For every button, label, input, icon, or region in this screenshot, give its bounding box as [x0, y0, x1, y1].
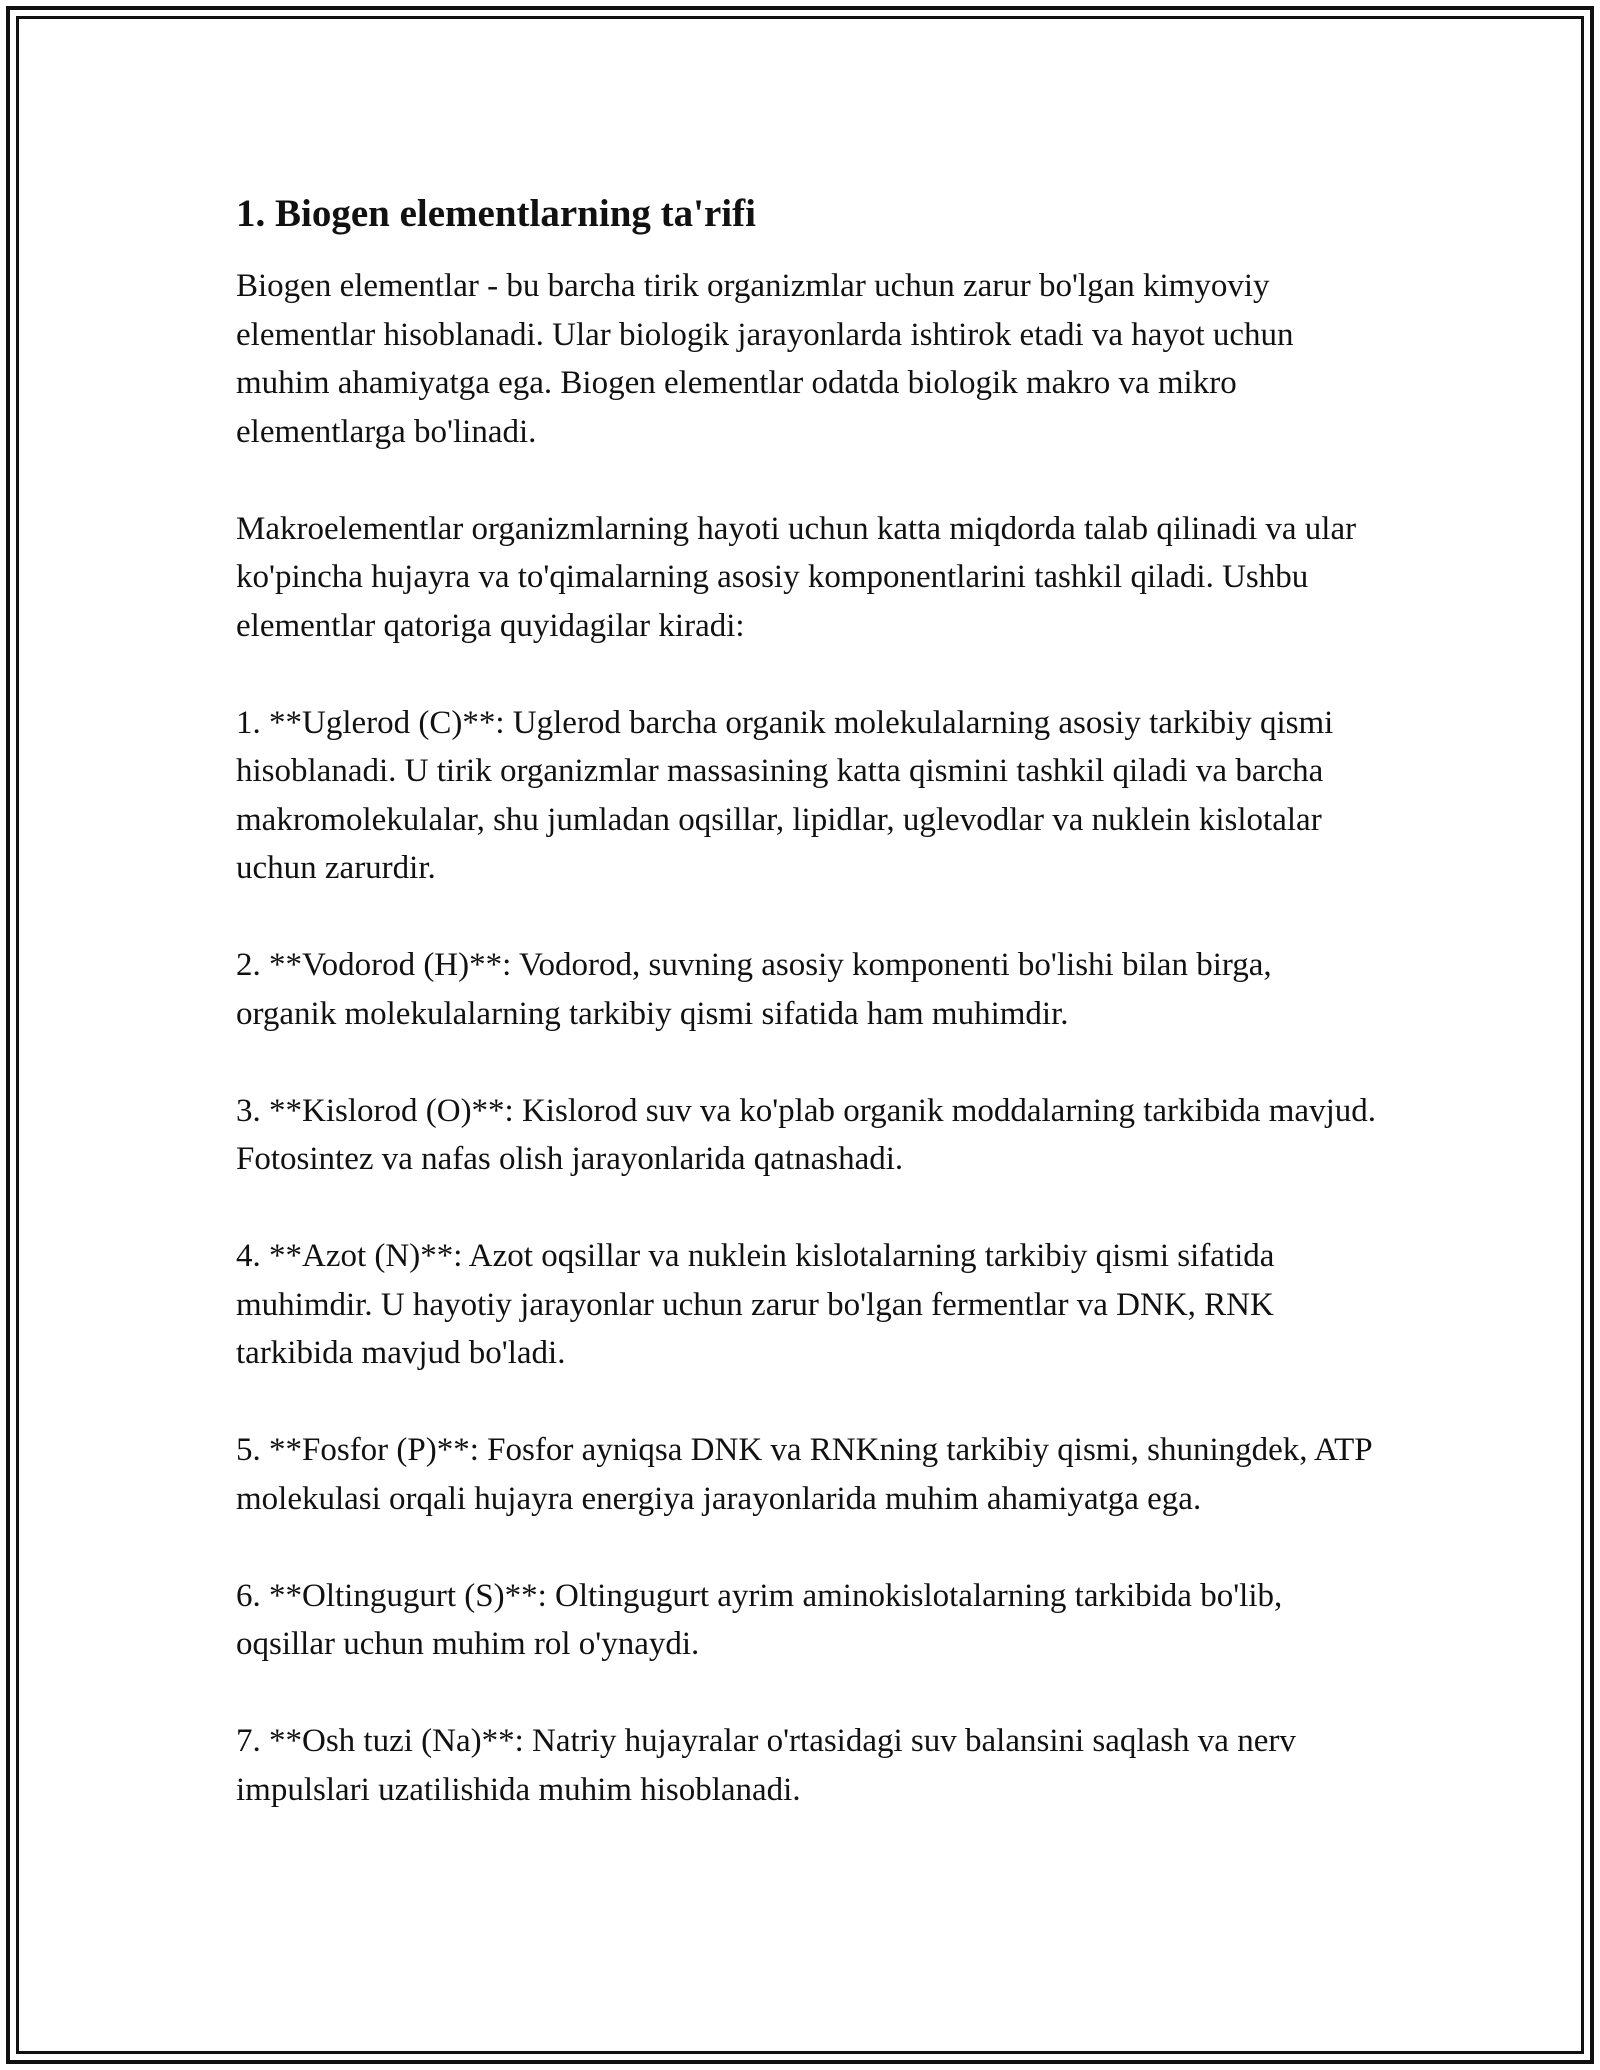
list-item-carbon: 1. **Uglerod (C)**: Uglerod barcha organik molekulalarning asosiy tarkibiy qismi hisoblanadi. U tirik organizmlar massasining katta qismini tashkil qiladi va barcha makromolekulalar, shu jumladan oqsillar, lipidlar, uglevodlar va nuklein kislotalar uchun zarurdir. — [236, 704, 1334, 886]
list-item-hydrogen: 2. **Vodorod (H)**: Vodorod, suvning asosiy komponenti bo'lishi bilan birga, organik molekulalarning tarkibiy qismi sifatida ham muhimdir. — [236, 947, 1272, 1032]
list-item-oxygen: 3. **Kislorod (O)**: Kislorod suv va ko'plab organik moddalarning tarkibida mavjud. Fotosintez va nafas olish jarayonlarida qatnashadi. — [236, 1092, 1376, 1177]
list-item-phosphorus: 5. **Fosfor (P)**: Fosfor ayniqsa DNK va RNKning tarkibiy qismi, shuningdek, ATP molekulasi orqali hujayra energiya jarayonlarida muhim ahamiyatga ega. — [236, 1432, 1372, 1517]
section-title: 1. Biogen elementlarning ta'rifi — [236, 192, 756, 235]
document-body — [236, 188, 1376, 1863]
intro-paragraph: Biogen elementlar - bu barcha tirik organizmlar uchun zarur bo'lgan kimyoviy elementlar hisoblanadi. Ular biologik jarayonlarda ishtirok etadi va hayot uchun muhim ahamiyatga ega. Biogen elementlar odatda biologik makro va mikro elementlarga bo'linadi. — [236, 268, 1294, 450]
list-item-sulfur: 6. **Oltingugurt (S)**: Oltingugurt ayrim aminokislotalarning tarkibida bo'lib, oqsillar uchun muhim rol o'ynaydi. — [236, 1577, 1283, 1662]
list-item-sodium: 7. **Osh tuzi (Na)**: Natriy hujayralar o'rtasidagi suv balansini saqlash va nerv impulslari uzatilishida muhim hisoblanadi. — [236, 1723, 1296, 1808]
macroelements-paragraph: Makroelementlar organizmlarning hayoti uchun katta miqdorda talab qilinadi va ular ko'pincha hujayra va to'qimalarning asosiy komponentlarini tashkil qiladi. Ushbu elementlar qatoriga quyidagilar kiradi: — [236, 510, 1357, 644]
list-item-nitrogen: 4. **Azot (N)**: Azot oqsillar va nuklein kislotalarning tarkibiy qismi sifatida muhimdir. U hayotiy jarayonlar uchun zarur bo'lgan fermentlar va DNK, RNK tarkibida mavjud bo'ladi. — [236, 1238, 1275, 1371]
